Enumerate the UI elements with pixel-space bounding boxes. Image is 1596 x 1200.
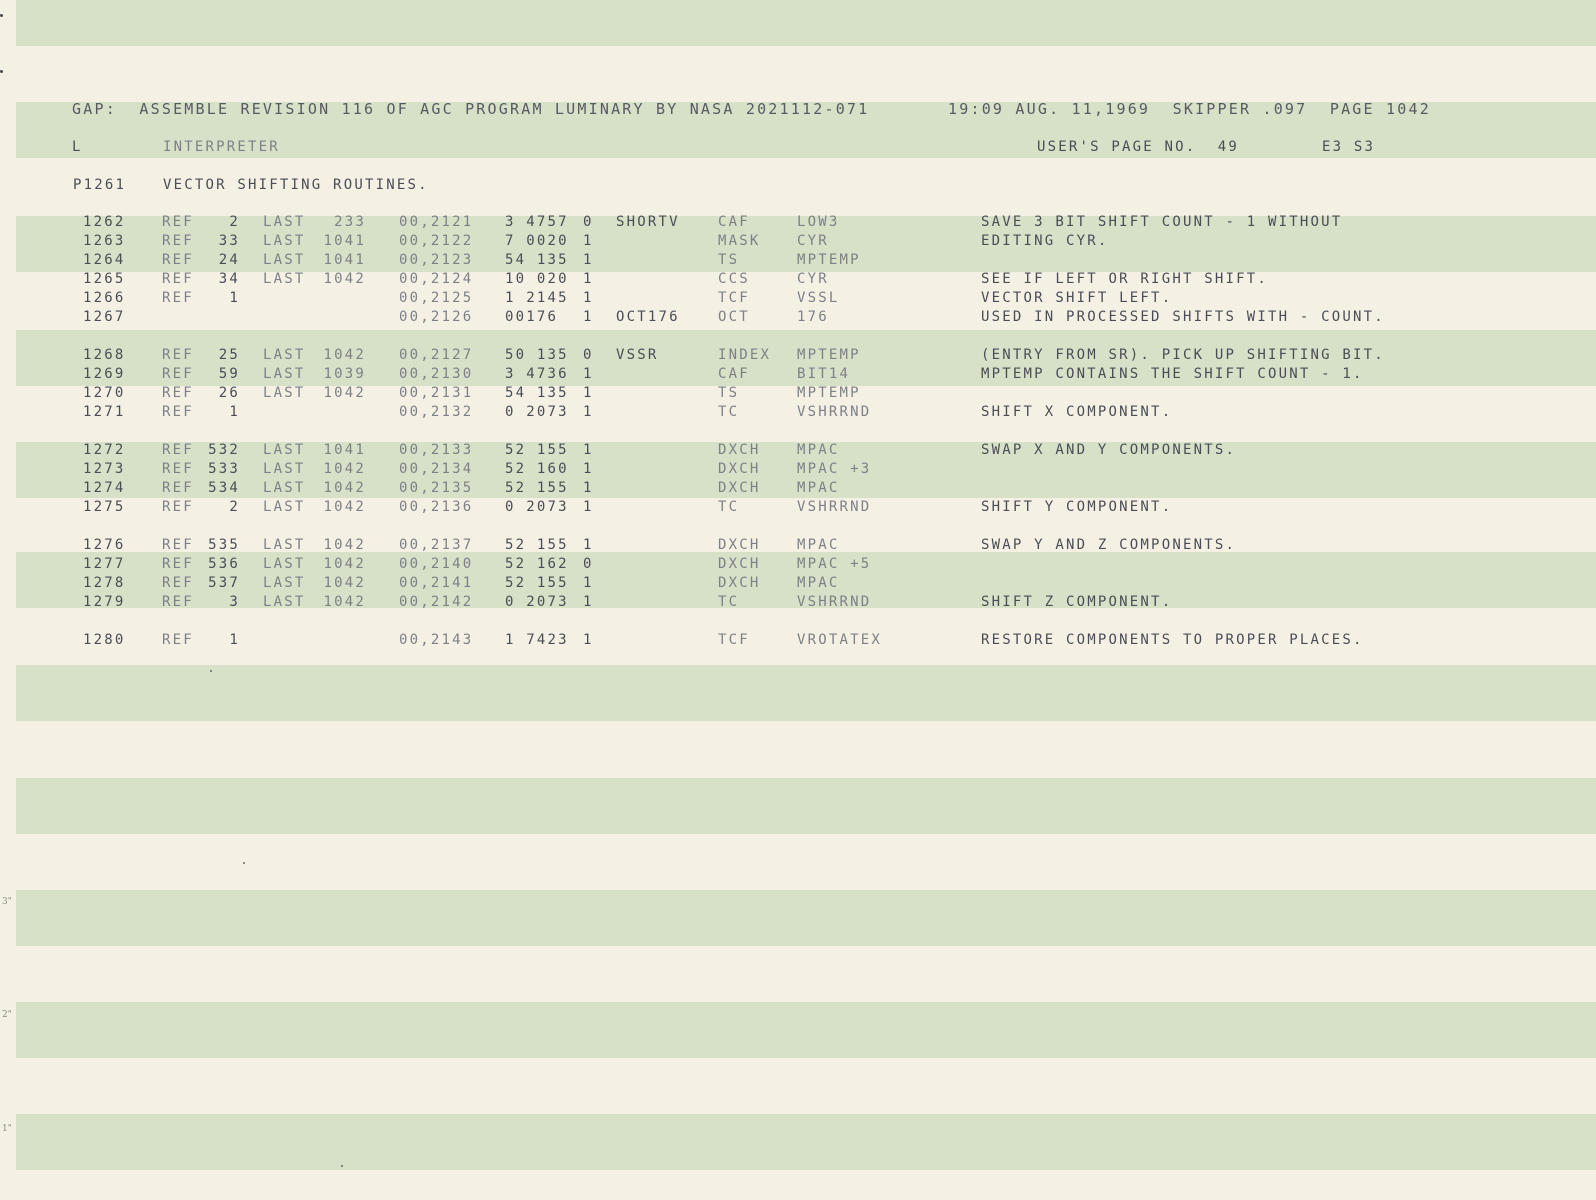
cell-operand: MPTEMP (797, 252, 861, 268)
cell-refcount: 3 (229, 594, 240, 610)
cell-lastpage: 1041 (323, 442, 366, 458)
cell-refcount: 26 (218, 385, 240, 401)
cell-flag: 0 (583, 556, 594, 572)
cell-line: 1274 (83, 480, 126, 496)
cell-op: DXCH (718, 537, 761, 553)
cell-op: TS (718, 385, 740, 401)
cell-lastpage: 1042 (323, 556, 366, 572)
cell-flag: 1 (583, 575, 594, 591)
routine-title: VECTOR SHIFTING ROUTINES. (163, 177, 429, 193)
cell-last: LAST (263, 499, 306, 515)
cell-flag: 1 (583, 233, 594, 249)
cell-ref: REF (162, 233, 194, 249)
listing-header: GAP: ASSEMBLE REVISION 116 OF AGC PROGRAM LUMINARY BY NASA 2021112-071 (72, 100, 870, 118)
cell-addr: 00,2136 (399, 499, 474, 515)
cell-code: 3 4757 (505, 214, 569, 230)
cell-flag: 1 (583, 499, 594, 515)
cell-operand: CYR (797, 233, 829, 249)
cell-refcount: 2 (229, 214, 240, 230)
cell-last: LAST (263, 556, 306, 572)
cell-operand: VSHRRND (797, 594, 872, 610)
cell-comment: SHIFT Z COMPONENT. (981, 594, 1173, 610)
section-name: INTERPRETER (163, 139, 280, 155)
cell-line: 1267 (83, 309, 126, 325)
cell-code: 10 020 (505, 271, 569, 287)
cell-code: 52 155 (505, 442, 569, 458)
cell-code: 54 135 (505, 385, 569, 401)
cell-last: LAST (263, 366, 306, 382)
cell-flag: 1 (583, 594, 594, 610)
cell-line: 1265 (83, 271, 126, 287)
cell-ref: REF (162, 575, 194, 591)
listing-flag: L (72, 139, 83, 155)
cell-ref: REF (162, 347, 194, 363)
cell-operand: VSHRRND (797, 499, 872, 515)
cell-line: 1271 (83, 404, 126, 420)
cell-ref: REF (162, 556, 194, 572)
cell-label: OCT176 (616, 309, 680, 325)
cell-line: 1276 (83, 537, 126, 553)
cell-refcount: 533 (208, 461, 240, 477)
cell-last: LAST (263, 442, 306, 458)
cell-lastpage: 1042 (323, 271, 366, 287)
cell-refcount: 59 (218, 366, 240, 382)
cell-refcount: 1 (229, 404, 240, 420)
cell-ref: REF (162, 461, 194, 477)
cell-comment: (ENTRY FROM SR). PICK UP SHIFTING BIT. (981, 347, 1385, 363)
page-reference: P1261 (73, 177, 127, 193)
cell-line: 1263 (83, 233, 126, 249)
cell-flag: 1 (583, 290, 594, 306)
cell-operand: VROTATEX (797, 632, 883, 648)
cell-lastpage: 1042 (323, 461, 366, 477)
cell-op: TC (718, 499, 740, 515)
cell-op: CCS (718, 271, 750, 287)
cell-comment: SEE IF LEFT OR RIGHT SHIFT. (981, 271, 1268, 287)
cell-flag: 1 (583, 271, 594, 287)
cell-refcount: 24 (218, 252, 240, 268)
cell-comment: USED IN PROCESSED SHIFTS WITH - COUNT. (981, 309, 1385, 325)
cell-refcount: 534 (208, 480, 240, 496)
cell-op: DXCH (718, 442, 761, 458)
cell-code: 52 155 (505, 575, 569, 591)
cell-code: 52 160 (505, 461, 569, 477)
users-page-number: USER'S PAGE NO. 49 (1037, 139, 1239, 155)
cell-last: LAST (263, 461, 306, 477)
cell-operand: MPAC (797, 537, 840, 553)
cell-line: 1264 (83, 252, 126, 268)
cell-last: LAST (263, 233, 306, 249)
cell-last: LAST (263, 214, 306, 230)
cell-op: TC (718, 594, 740, 610)
cell-refcount: 1 (229, 290, 240, 306)
cell-operand: CYR (797, 271, 829, 287)
cell-lastpage: 1042 (323, 347, 366, 363)
cell-addr: 00,2125 (399, 290, 474, 306)
cell-addr: 00,2134 (399, 461, 474, 477)
cell-operand: LOW3 (797, 214, 840, 230)
cell-flag: 1 (583, 385, 594, 401)
cell-flag: 1 (583, 366, 594, 382)
cell-last: LAST (263, 347, 306, 363)
cell-last: LAST (263, 480, 306, 496)
cell-comment: RESTORE COMPONENTS TO PROPER PLACES. (981, 632, 1364, 648)
cell-line: 1279 (83, 594, 126, 610)
cell-addr: 00,2141 (399, 575, 474, 591)
cell-comment: SHIFT Y COMPONENT. (981, 499, 1173, 515)
cell-refcount: 33 (218, 233, 240, 249)
cell-operand: MPAC +5 (797, 556, 872, 572)
cell-ref: REF (162, 499, 194, 515)
cell-addr: 00,2143 (399, 632, 474, 648)
cell-comment: SWAP X AND Y COMPONENTS. (981, 442, 1237, 458)
cell-refcount: 536 (208, 556, 240, 572)
cell-ref: REF (162, 404, 194, 420)
cell-ref: REF (162, 214, 194, 230)
cell-op: CAF (718, 214, 750, 230)
cell-refcount: 25 (218, 347, 240, 363)
cell-op: DXCH (718, 480, 761, 496)
ruler-mark-3in: 3" (2, 897, 12, 907)
cell-comment: SWAP Y AND Z COMPONENTS. (981, 537, 1237, 553)
listing-header-timestamp: 19:09 AUG. 11,1969 SKIPPER .097 PAGE 1042 (948, 100, 1431, 118)
cell-flag: 1 (583, 480, 594, 496)
cell-lastpage: 233 (334, 214, 366, 230)
cell-last: LAST (263, 537, 306, 553)
cell-code: 52 155 (505, 480, 569, 496)
cell-lastpage: 1042 (323, 537, 366, 553)
cell-flag: 1 (583, 309, 594, 325)
cell-op: TC (718, 404, 740, 420)
cell-comment: VECTOR SHIFT LEFT. (981, 290, 1173, 306)
cell-flag: 1 (583, 442, 594, 458)
section-code: E3 S3 (1322, 139, 1376, 155)
cell-lastpage: 1041 (323, 233, 366, 249)
cell-code: 0 2073 (505, 594, 569, 610)
cell-operand: MPAC (797, 575, 840, 591)
cell-comment: MPTEMP CONTAINS THE SHIFT COUNT - 1. (981, 366, 1364, 382)
cell-ref: REF (162, 366, 194, 382)
cell-code: 52 155 (505, 537, 569, 553)
cell-code: 0 2073 (505, 404, 569, 420)
cell-op: INDEX (718, 347, 772, 363)
cell-ref: REF (162, 252, 194, 268)
cell-line: 1270 (83, 385, 126, 401)
cell-label: VSSR (616, 347, 659, 363)
cell-op: DXCH (718, 461, 761, 477)
cell-op: TS (718, 252, 740, 268)
cell-operand: MPAC (797, 480, 840, 496)
cell-addr: 00,2142 (399, 594, 474, 610)
cell-addr: 00,2122 (399, 233, 474, 249)
cell-line: 1273 (83, 461, 126, 477)
cell-flag: 1 (583, 632, 594, 648)
cell-refcount: 537 (208, 575, 240, 591)
cell-line: 1268 (83, 347, 126, 363)
cell-line: 1278 (83, 575, 126, 591)
cell-lastpage: 1039 (323, 366, 366, 382)
cell-ref: REF (162, 385, 194, 401)
cell-operand: MPTEMP (797, 347, 861, 363)
cell-code: 00176 (505, 309, 559, 325)
cell-last: LAST (263, 252, 306, 268)
cell-lastpage: 1041 (323, 252, 366, 268)
cell-addr: 00,2130 (399, 366, 474, 382)
cell-ref: REF (162, 594, 194, 610)
cell-operand: VSSL (797, 290, 840, 306)
cell-last: LAST (263, 594, 306, 610)
cell-op: CAF (718, 366, 750, 382)
cell-code: 54 135 (505, 252, 569, 268)
cell-lastpage: 1042 (323, 594, 366, 610)
cell-code: 3 4736 (505, 366, 569, 382)
cell-refcount: 1 (229, 632, 240, 648)
cell-op: MASK (718, 233, 761, 249)
cell-code: 1 2145 (505, 290, 569, 306)
cell-op: OCT (718, 309, 750, 325)
cell-addr: 00,2135 (399, 480, 474, 496)
cell-op: TCF (718, 290, 750, 306)
cell-line: 1277 (83, 556, 126, 572)
cell-addr: 00,2133 (399, 442, 474, 458)
cell-line: 1266 (83, 290, 126, 306)
cell-addr: 00,2124 (399, 271, 474, 287)
cell-refcount: 2 (229, 499, 240, 515)
cell-lastpage: 1042 (323, 575, 366, 591)
cell-comment: SAVE 3 BIT SHIFT COUNT - 1 WITHOUT (981, 214, 1343, 230)
cell-line: 1280 (83, 632, 126, 648)
cell-operand: MPTEMP (797, 385, 861, 401)
cell-line: 1275 (83, 499, 126, 515)
cell-flag: 1 (583, 461, 594, 477)
cell-refcount: 535 (208, 537, 240, 553)
cell-addr: 00,2137 (399, 537, 474, 553)
cell-flag: 0 (583, 214, 594, 230)
cell-code: 7 0020 (505, 233, 569, 249)
cell-lastpage: 1042 (323, 499, 366, 515)
cell-ref: REF (162, 442, 194, 458)
ruler-mark-2in: 2" (2, 1010, 12, 1020)
cell-op: DXCH (718, 575, 761, 591)
cell-code: 50 135 (505, 347, 569, 363)
cell-refcount: 532 (208, 442, 240, 458)
cell-operand: MPAC +3 (797, 461, 872, 477)
cell-addr: 00,2131 (399, 385, 474, 401)
cell-comment: SHIFT X COMPONENT. (981, 404, 1173, 420)
cell-last: LAST (263, 271, 306, 287)
cell-line: 1269 (83, 366, 126, 382)
cell-flag: 1 (583, 404, 594, 420)
cell-flag: 1 (583, 252, 594, 268)
cell-ref: REF (162, 480, 194, 496)
cell-addr: 00,2121 (399, 214, 474, 230)
cell-refcount: 34 (218, 271, 240, 287)
cell-flag: 1 (583, 537, 594, 553)
cell-last: LAST (263, 385, 306, 401)
cell-addr: 00,2140 (399, 556, 474, 572)
cell-line: 1272 (83, 442, 126, 458)
cell-addr: 00,2127 (399, 347, 474, 363)
cell-code: 0 2073 (505, 499, 569, 515)
ruler-mark-1in: 1" (2, 1124, 12, 1134)
cell-operand: VSHRRND (797, 404, 872, 420)
cell-lastpage: 1042 (323, 480, 366, 496)
cell-ref: REF (162, 271, 194, 287)
cell-addr: 00,2123 (399, 252, 474, 268)
cell-operand: 176 (797, 309, 829, 325)
cell-ref: REF (162, 290, 194, 306)
cell-addr: 00,2132 (399, 404, 474, 420)
cell-comment: EDITING CYR. (981, 233, 1109, 249)
cell-operand: BIT14 (797, 366, 851, 382)
cell-line: 1262 (83, 214, 126, 230)
cell-ref: REF (162, 632, 194, 648)
cell-op: TCF (718, 632, 750, 648)
cell-last: LAST (263, 575, 306, 591)
cell-operand: MPAC (797, 442, 840, 458)
cell-code: 1 7423 (505, 632, 569, 648)
cell-code: 52 162 (505, 556, 569, 572)
cell-label: SHORTV (616, 214, 680, 230)
cell-ref: REF (162, 537, 194, 553)
cell-lastpage: 1042 (323, 385, 366, 401)
cell-addr: 00,2126 (399, 309, 474, 325)
cell-op: DXCH (718, 556, 761, 572)
cell-flag: 0 (583, 347, 594, 363)
